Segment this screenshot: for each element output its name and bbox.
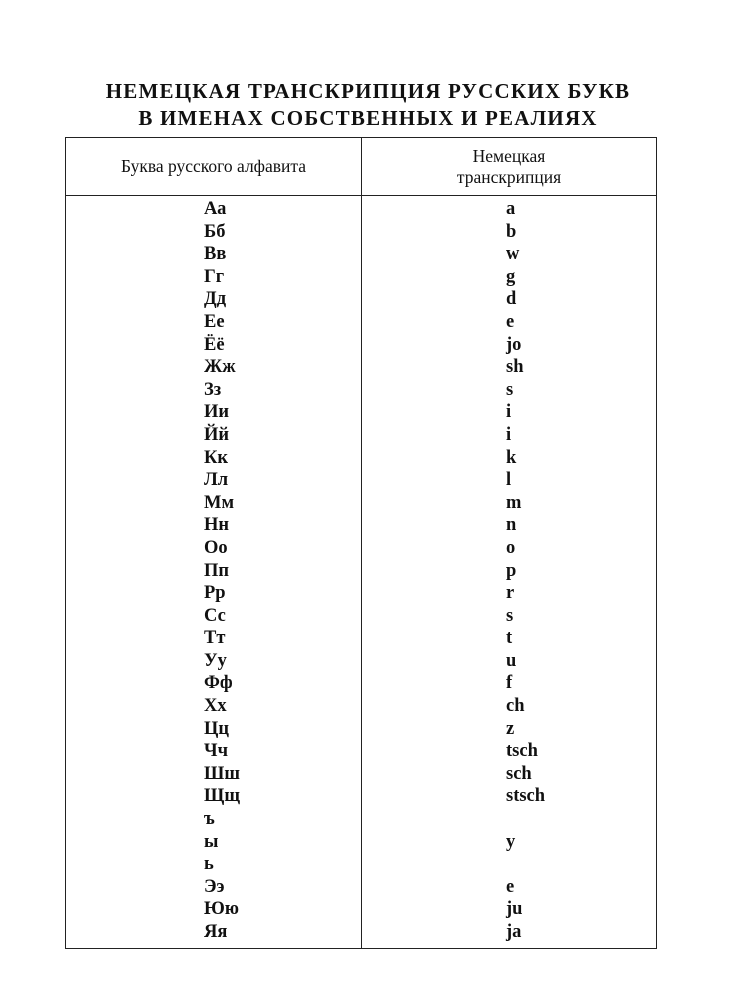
german-transcription-cell: t bbox=[506, 628, 513, 649]
table-row bbox=[66, 898, 656, 921]
page-title bbox=[0, 78, 736, 132]
german-transcription-cell: a bbox=[506, 199, 516, 219]
header-german-transcription bbox=[362, 138, 656, 195]
russian-letter-cell: Оо bbox=[204, 537, 228, 558]
russian-letter-cell: Ёё bbox=[204, 334, 225, 355]
russian-letter-cell: Чч bbox=[204, 741, 229, 762]
russian-letter-cell: Сс bbox=[204, 605, 226, 626]
header-german-line-2: транскрипция bbox=[456, 166, 562, 187]
german-transcription-cell: stsch bbox=[506, 786, 546, 807]
german-transcription-cell: e bbox=[506, 876, 515, 897]
russian-letter-cell: ь bbox=[204, 854, 214, 875]
russian-letter-cell: Зз bbox=[204, 379, 222, 400]
header-divider bbox=[66, 195, 656, 196]
german-transcription-cell: d bbox=[506, 289, 517, 310]
table-row bbox=[66, 243, 656, 266]
header-russian-letter bbox=[66, 138, 361, 195]
table-row bbox=[66, 605, 656, 628]
russian-letter-cell: Яя bbox=[204, 922, 228, 942]
table-row bbox=[66, 831, 656, 854]
german-transcription-cell: e bbox=[506, 311, 515, 332]
german-transcription-cell: ju bbox=[506, 899, 523, 920]
german-transcription-cell: n bbox=[506, 515, 517, 536]
table-row bbox=[66, 311, 656, 334]
german-transcription-cell: sch bbox=[506, 763, 532, 784]
russian-letter-cell: Цц bbox=[204, 718, 230, 739]
title-line-2: В ИМЕНАХ СОБСТВЕННЫХ И РЕАЛИЯХ bbox=[138, 106, 598, 130]
header-german-line-1: Немецкая bbox=[472, 145, 546, 166]
russian-letter-cell: Кк bbox=[204, 447, 229, 468]
table-row bbox=[66, 537, 656, 560]
table-row bbox=[66, 627, 656, 650]
table-row bbox=[66, 853, 656, 876]
table-row bbox=[66, 288, 656, 311]
table-row bbox=[66, 763, 656, 786]
table-row bbox=[66, 424, 656, 447]
german-transcription-cell: i bbox=[506, 424, 512, 445]
german-transcription-cell: jo bbox=[506, 334, 522, 355]
russian-letter-cell: Щщ bbox=[204, 786, 240, 807]
table-row bbox=[66, 469, 656, 492]
russian-letter-cell: Аа bbox=[204, 199, 227, 219]
russian-letter-cell: Уу bbox=[204, 650, 227, 671]
russian-letter-cell: Юю bbox=[204, 899, 239, 920]
table-row bbox=[66, 266, 656, 289]
german-transcription-cell: tsch bbox=[506, 741, 538, 762]
table-row bbox=[66, 808, 656, 831]
russian-letter-cell: Пп bbox=[204, 560, 230, 581]
russian-letter-cell: Дд bbox=[204, 289, 227, 310]
table-row bbox=[66, 740, 656, 763]
german-transcription-cell: w bbox=[506, 244, 520, 265]
german-transcription-cell: p bbox=[506, 560, 517, 581]
russian-letter-cell: Мм bbox=[204, 492, 235, 513]
table-row bbox=[66, 401, 656, 424]
table-row bbox=[66, 514, 656, 537]
german-transcription-cell: b bbox=[506, 221, 517, 242]
german-transcription-cell: m bbox=[506, 492, 522, 513]
german-transcription-cell: l bbox=[506, 470, 512, 491]
german-transcription-cell: g bbox=[506, 266, 516, 287]
title-line-1: НЕМЕЦКАЯ ТРАНСКРИПЦИЯ РУССКИХ БУКВ bbox=[105, 79, 631, 103]
table-row bbox=[66, 695, 656, 718]
table-row bbox=[66, 718, 656, 741]
german-transcription-cell: y bbox=[506, 831, 516, 852]
german-transcription-cell: i bbox=[506, 402, 512, 423]
german-transcription-cell: ch bbox=[506, 696, 525, 717]
table-row bbox=[66, 876, 656, 899]
german-transcription-cell: z bbox=[506, 718, 515, 739]
russian-letter-cell: Рр bbox=[204, 583, 226, 604]
russian-letter-cell: Вв bbox=[204, 244, 227, 265]
german-transcription-cell: ja bbox=[506, 922, 522, 942]
table-row bbox=[66, 221, 656, 244]
table-row bbox=[66, 379, 656, 402]
table-row bbox=[66, 560, 656, 583]
german-transcription-cell: k bbox=[506, 447, 517, 468]
table-row bbox=[66, 356, 656, 379]
russian-letter-cell: Лл bbox=[204, 470, 229, 491]
table-row bbox=[66, 672, 656, 695]
russian-letter-cell: Бб bbox=[204, 221, 226, 242]
table-row bbox=[66, 785, 656, 808]
table-row bbox=[66, 198, 656, 221]
table-row bbox=[66, 650, 656, 673]
table-body bbox=[66, 198, 656, 944]
header-russian-letter-label: Буква русского алфавита bbox=[120, 156, 307, 176]
russian-letter-cell: Ии bbox=[204, 402, 230, 423]
table-row bbox=[66, 492, 656, 515]
russian-letter-cell: Фф bbox=[204, 673, 233, 694]
german-transcription-cell: r bbox=[506, 583, 515, 604]
transcription-table bbox=[65, 137, 657, 949]
russian-letter-cell: Жж bbox=[204, 357, 236, 378]
russian-letter-cell: ъ bbox=[204, 809, 215, 830]
russian-letter-cell: Нн bbox=[204, 515, 230, 536]
table-row bbox=[66, 334, 656, 357]
german-transcription-cell: s bbox=[506, 379, 514, 400]
russian-letter-cell: ы bbox=[204, 831, 219, 852]
german-transcription-cell: sh bbox=[506, 357, 524, 378]
russian-letter-cell: Тт bbox=[204, 628, 226, 649]
german-transcription-cell: o bbox=[506, 537, 516, 558]
table-row bbox=[66, 582, 656, 605]
german-transcription-cell: u bbox=[506, 650, 517, 671]
russian-letter-cell: Хх bbox=[204, 696, 227, 717]
russian-letter-cell: Шш bbox=[204, 763, 240, 784]
german-transcription-cell: s bbox=[506, 605, 514, 626]
table-row bbox=[66, 921, 656, 944]
russian-letter-cell: Ее bbox=[204, 311, 225, 332]
german-transcription-cell: f bbox=[506, 673, 513, 694]
russian-letter-cell: Йй bbox=[204, 424, 230, 445]
russian-letter-cell: Гг bbox=[204, 266, 225, 287]
russian-letter-cell: Ээ bbox=[204, 876, 225, 897]
table-row bbox=[66, 447, 656, 470]
